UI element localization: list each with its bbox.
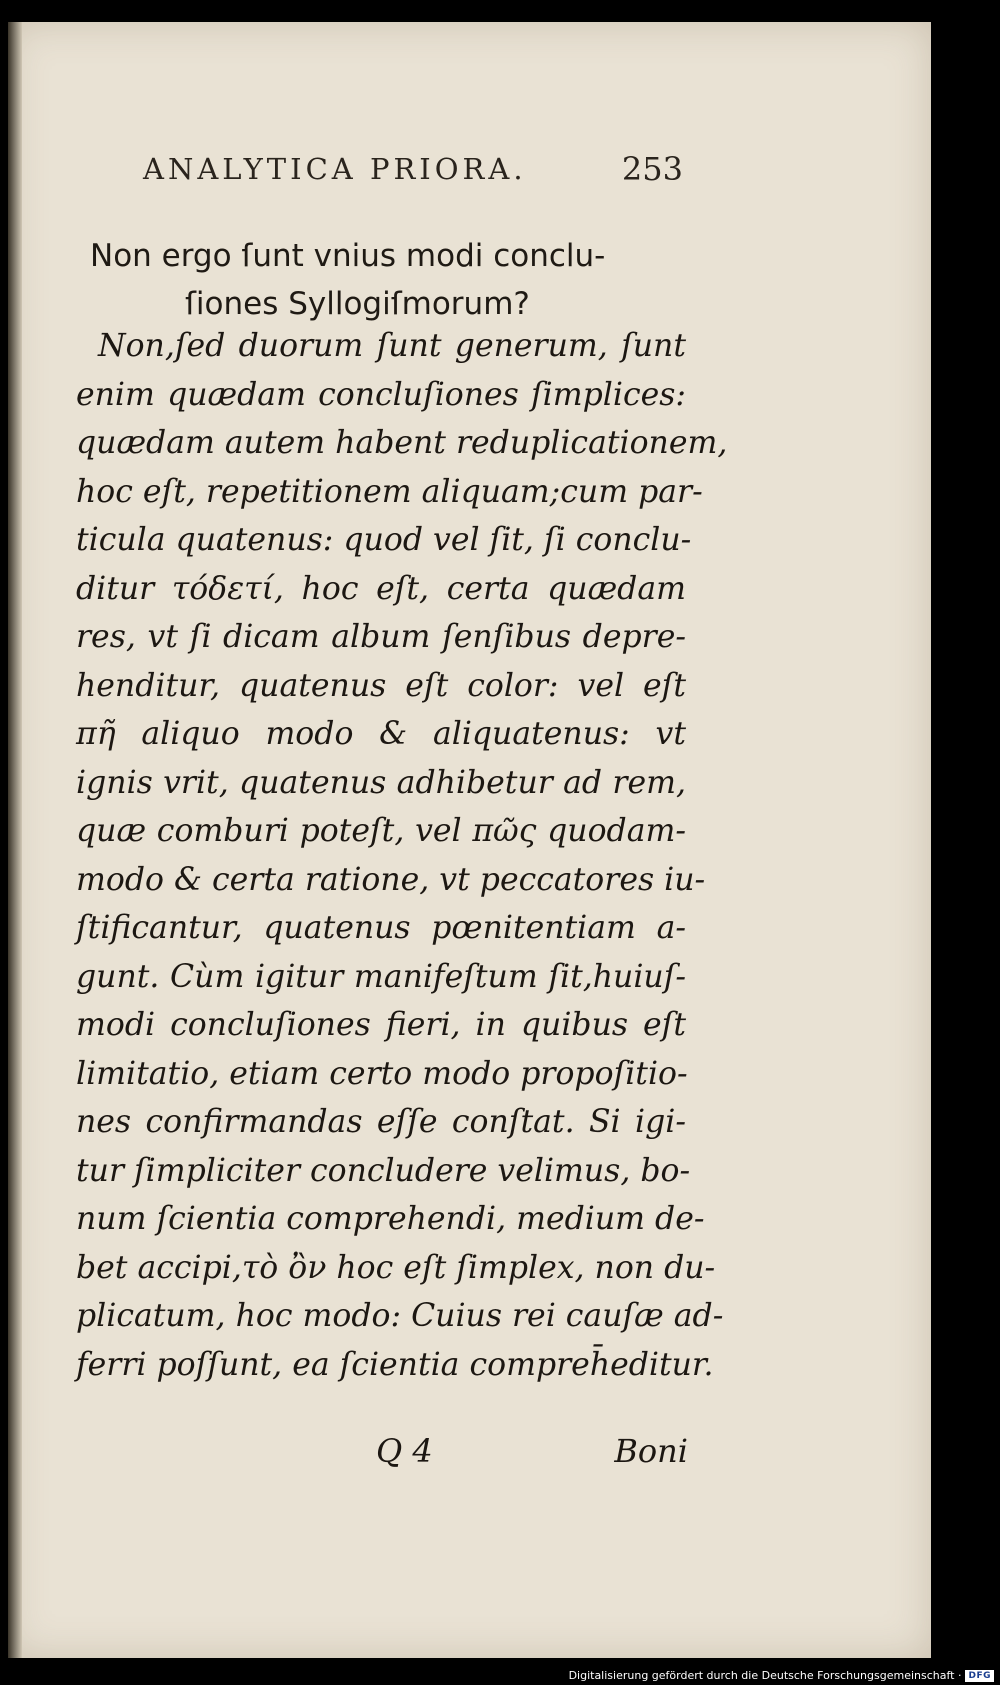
body-line: bet accipi,τὸ ὂν hoc eſt ſimplex, non du- bbox=[76, 1249, 716, 1286]
book-page bbox=[8, 22, 931, 1658]
page-spine-shadow bbox=[8, 22, 22, 1658]
catchword: Boni bbox=[614, 1432, 688, 1470]
body-line: nes confirmandas eſſe conſtat. Si igi- bbox=[76, 1104, 686, 1140]
body-line: num ſcientia comprehendi, medium de- bbox=[76, 1201, 705, 1237]
digitization-credit bbox=[569, 1669, 994, 1682]
body-line: tur ſimpliciter concludere velimus, bo- bbox=[76, 1152, 691, 1189]
running-title: ANALYTICA PRIORA. bbox=[143, 152, 527, 186]
body-line: ditur τόδετί, hoc eſt, certa quædam bbox=[76, 570, 686, 607]
running-header bbox=[143, 152, 683, 186]
body-line: hoc eſt, repetitionem aliquam;cum par- bbox=[76, 473, 703, 510]
body-line: quædam autem habent reduplicationem, bbox=[76, 425, 728, 461]
body-line: ticula quatenus: quod vel ſit, ſi conclu- bbox=[76, 522, 692, 558]
question-line-2: ſiones Syllogiſmorum? bbox=[185, 286, 530, 322]
body-line: πῆ aliquo modo & aliquatenus: vt bbox=[76, 716, 686, 752]
body-line: enim quædam concluſiones ſimplices: bbox=[76, 376, 686, 413]
credit-text: Digitalisierung gefördert durch die Deutsche Forschungsgemeinschaft · bbox=[568, 1669, 962, 1682]
body-line: gunt. Cùm igitur manifeſtum ſit,huiuſ- bbox=[76, 958, 686, 995]
body-line: henditur, quatenus eſt color: vel eſt bbox=[76, 667, 686, 704]
body-line: modo & certa ratione, vt peccatores iu- bbox=[76, 861, 706, 898]
signature-mark: Q 4 bbox=[376, 1432, 433, 1470]
question-heading bbox=[90, 232, 690, 328]
body-line: plicatum, hoc modo: Cuius rei cauſæ ad- bbox=[76, 1298, 724, 1334]
body-line: modi concluſiones fieri, in quibus eſt bbox=[76, 1007, 686, 1043]
body-line: quæ comburi poteſt, vel πῶς quodam- bbox=[76, 813, 686, 849]
body-line: Non,ſed duorum ſunt generum, ſunt bbox=[98, 328, 686, 364]
body-line: ignis vrit, quatenus adhibetur ad rem, bbox=[76, 764, 686, 801]
question-line-1: Non ergo ſunt vnius modi conclu- bbox=[90, 238, 606, 274]
body-line: limitatio, etiam certo modo propoſitio- bbox=[76, 1055, 688, 1092]
page-number: 253 bbox=[621, 150, 683, 188]
body-line: ferri poſſunt, ea ſcientia compreh̄editur. bbox=[76, 1346, 714, 1383]
dfg-logo-icon: DFG bbox=[965, 1670, 994, 1682]
body-line: res, vt ſi dicam album ſenſibus depre- bbox=[76, 619, 686, 655]
body-text bbox=[76, 322, 728, 1389]
page-footer bbox=[68, 1432, 688, 1482]
body-line: ſtificantur, quatenus pœnitentiam a- bbox=[76, 910, 686, 946]
